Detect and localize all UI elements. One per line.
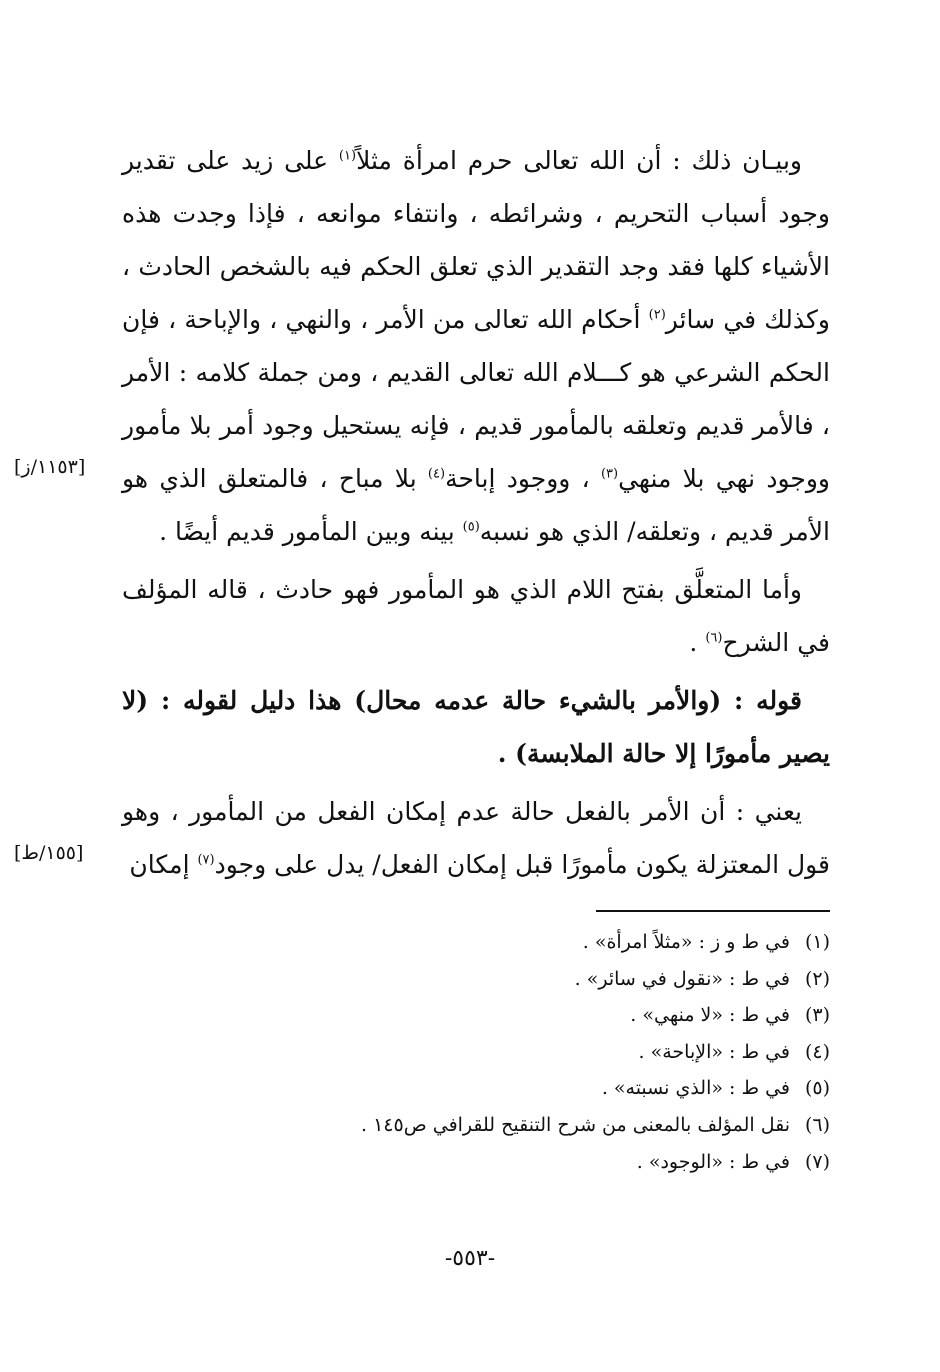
- bold-text-run: قوله : (والأمر بالشيء حالة عدمه محال) هذا دليل لقوله : (لا يصير مأمورًا إلا حالة الملابسة) .: [122, 686, 830, 768]
- footnote-text: في ط : «نقول في سائر» .: [574, 967, 790, 990]
- footnote-item: [160, 997, 830, 1034]
- footnote-marker: (٤): [427, 466, 446, 482]
- footnote-number: (٤): [804, 1040, 830, 1063]
- paragraph-1: [122, 134, 830, 558]
- text-run: بلا مباح ، فالمتعلق الذي هو الأمر قديم ، وتعلقه/ الذي هو نسبه: [122, 464, 830, 546]
- footnote-text: في ط : «الذي نسبته» .: [601, 1077, 790, 1100]
- footnote-item: [160, 1070, 830, 1107]
- footnote-number: (٣): [804, 1004, 830, 1027]
- margin-reference-t: [١٥٥/ط]: [14, 842, 84, 864]
- paragraph-3: [122, 674, 830, 780]
- footnote-marker: (٥): [462, 519, 480, 535]
- footnote-marker: (٧): [197, 852, 215, 868]
- footnote-number: (٦): [804, 1113, 830, 1136]
- text-run: وأما المتعلَّق بفتح اللام الذي هو المأمور فهو حادث ، قاله المؤلف في الشرح: [122, 575, 830, 657]
- footnote-marker: (٦): [705, 630, 723, 646]
- footnote-text: في ط : «الإباحة» .: [638, 1040, 790, 1063]
- page-number: -٥٥٣-: [444, 1246, 496, 1271]
- footnote-separator: [596, 910, 830, 912]
- footnote-marker: (٣): [600, 466, 619, 482]
- footnote-number: (٧): [804, 1150, 830, 1173]
- paragraph-4: [122, 785, 830, 891]
- main-text: [122, 134, 830, 891]
- text-run: .: [689, 628, 706, 657]
- footnote-item: [160, 961, 830, 998]
- footnotes-list: [160, 924, 830, 1180]
- text-run: أحكام الله تعالى من الأمر ، والنهي ، والإباحة ، فإن الحكم الشرعي هو كـــلام الله تعالى القديم ، ومن جملة كلامه : الأمر ، فالأمر قديم وتعلقه بالمأمور قديم ، فإنه يستحيل وجود أمر بلا مأمور ووجود نهي بلا منهي: [122, 305, 830, 493]
- footnote-number: (٥): [804, 1077, 830, 1100]
- paragraph-2: [122, 563, 830, 669]
- footnote-marker: (١): [338, 148, 357, 164]
- footnote-text: في ط : «لا منهي» .: [630, 1004, 790, 1027]
- footnote-item: [160, 924, 830, 961]
- footnote-text: في ط : «الوجود» .: [636, 1150, 790, 1173]
- footnote-number: (١): [804, 931, 830, 953]
- footnote-number: (٢): [804, 967, 830, 990]
- margin-reference-z: [١١٥٣/ز]: [14, 456, 86, 478]
- text-run: يعني : أن الأمر بالفعل حالة عدم إمكان الفعل من المأمور ، وهو قول المعتزلة يكون مأمورًا قبل إمكان الفعل/ يدل على وجود: [122, 797, 830, 879]
- text-run: وبيـان ذلك : أن الله تعالى حرم امرأة مثلاً: [356, 146, 803, 175]
- footnote-text: نقل المؤلف بالمعنى من شرح التنقيح للقرافي ص١٤٥ .: [361, 1113, 790, 1136]
- footnote-marker: (٢): [648, 307, 666, 323]
- text-run: إمكان: [129, 850, 198, 879]
- text-run: على زيد على تقدير وجود أسباب التحريم ، وشرائطه ، وانتفاء موانعه ، فإذا وجدت هذه الأشياء كلها فقد وجد التقدير الذي تعلق الحكم فيه بالشخص الحادث ، وكذلك في سائر: [122, 146, 830, 334]
- footnote-item: [160, 1107, 830, 1144]
- footnote-item: [160, 1144, 830, 1181]
- footnote-text: في ط و ز : «مثلاً امرأة» .: [582, 931, 790, 953]
- text-run: بينه وبين المأمور قديم أيضًا .: [159, 517, 463, 546]
- footnote-item: [160, 1034, 830, 1071]
- text-run: ، ووجود إباحة: [445, 464, 601, 493]
